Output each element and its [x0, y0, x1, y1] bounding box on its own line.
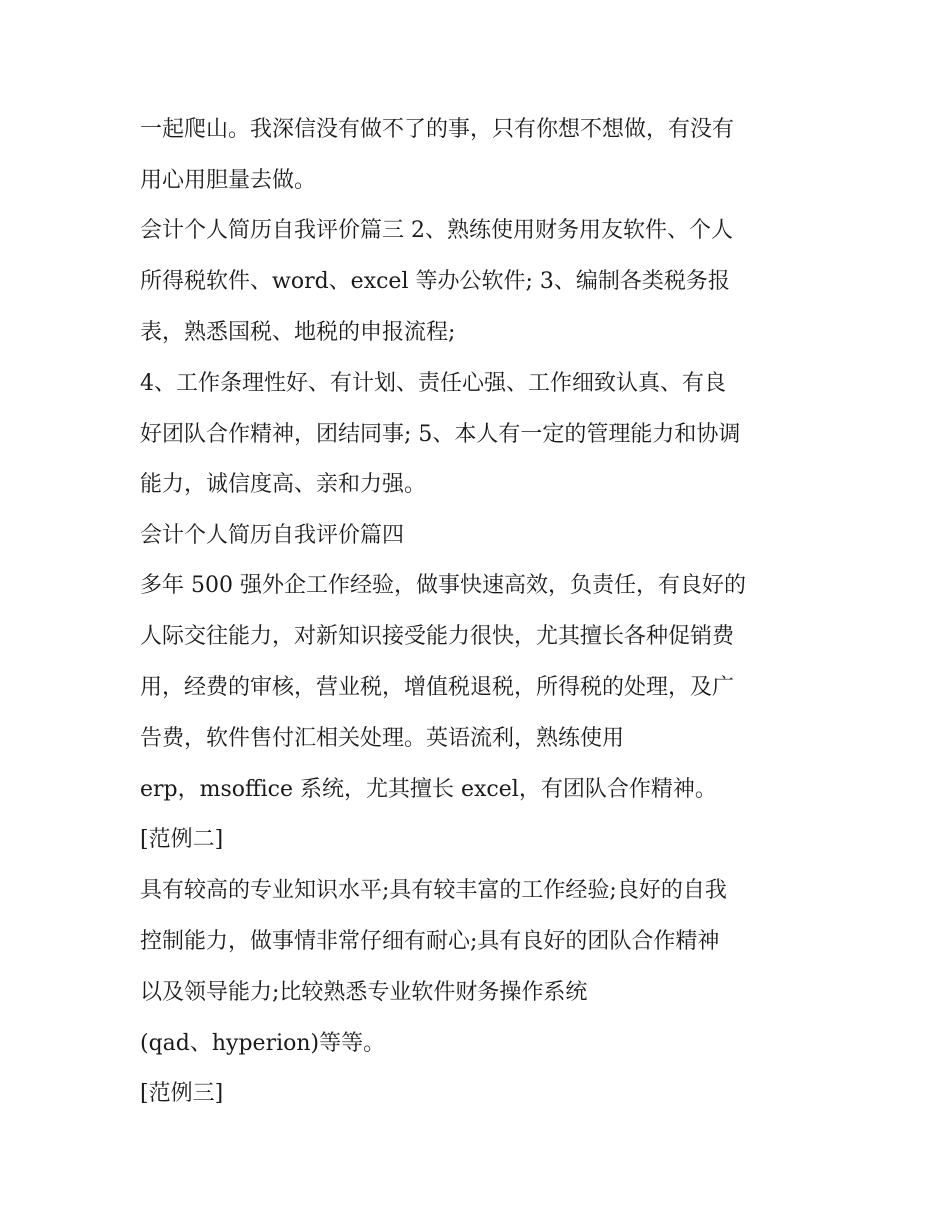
text-line: 人际交往能力，对新知识接受能力很快，尤其擅长各种促销费: [140, 624, 735, 649]
text-line: 多年 500 强外企工作经验，做事快速高效，负责任，有良好的: [140, 573, 746, 598]
text-line: 所得税软件、word、excel 等办公软件; 3、编制各类税务报: [140, 269, 730, 294]
text-line: (qad、hyperion)等等。: [140, 1031, 386, 1056]
text-line: 控制能力，做事情非常仔细有耐心;具有良好的团队合作精神: [140, 929, 720, 954]
text-line: 4、工作条理性好、有计划、责任心强、工作细致认真、有良: [140, 371, 726, 396]
text-line: 具有较高的专业知识水平;具有较丰富的工作经验;良好的自我: [140, 878, 727, 903]
text-line: 告费，软件售付汇相关处理。英语流利，熟练使用: [140, 726, 625, 751]
text-line: 一起爬山。我深信没有做不了的事，只有你想不想做，有没有: [140, 117, 735, 142]
section-heading-3: 会计个人简历自我评价篇三 2、熟练使用财务用友软件、个人: [140, 218, 733, 243]
text-line: 以及领导能力;比较熟悉专业软件财务操作系统: [140, 980, 588, 1005]
section-heading-4: 会计个人简历自我评价篇四: [140, 523, 405, 548]
example-heading-3: [范例三]: [140, 1081, 224, 1106]
text-line: 能力，诚信度高、亲和力强。: [140, 472, 427, 497]
text-line: 好团队合作精神，团结同事; 5、本人有一定的管理能力和协调: [140, 422, 741, 447]
text-line: 用，经费的审核，营业税，增值税退税，所得税的处理，及广: [140, 675, 735, 700]
text-line: erp，msoffice 系统，尤其擅长 excel，有团队合作精神。: [140, 777, 717, 802]
text-line: 表，熟悉国税、地税的申报流程;: [140, 320, 456, 345]
example-heading-2: [范例二]: [140, 827, 224, 852]
text-line: 用心用胆量去做。: [140, 168, 317, 193]
